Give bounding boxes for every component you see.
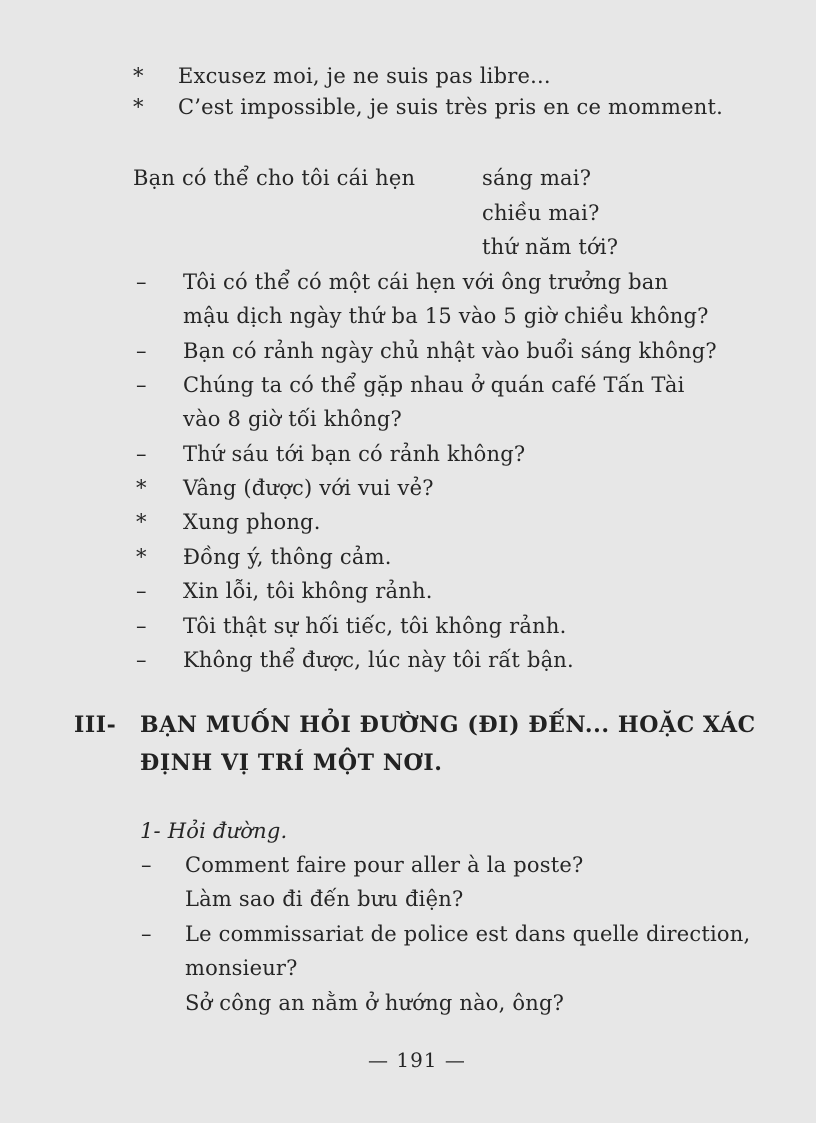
section-number: III- <box>74 712 117 738</box>
bullet-dash: – <box>136 442 147 466</box>
phrase-line: vào 8 giờ tối không? <box>183 407 403 431</box>
phrase-line: Xin lỗi, tôi không rảnh. <box>183 579 433 603</box>
subsection-title: 1- Hỏi đường. <box>140 819 288 843</box>
phrase-line: Sở công an nằm ở hướng nào, ông? <box>185 991 565 1015</box>
bullet-asterisk: * <box>133 95 144 119</box>
bullet-asterisk: * <box>136 510 147 534</box>
phrase-line: Xung phong. <box>183 510 321 534</box>
section-title-line: ĐỊNH VỊ TRÍ MỘT NƠI. <box>140 750 443 776</box>
bullet-asterisk: * <box>136 476 147 500</box>
bullet-dash: – <box>136 270 147 294</box>
bullet-dash: – <box>136 339 147 363</box>
bullet-dash: – <box>136 614 147 638</box>
appointment-option: thứ năm tới? <box>482 235 619 259</box>
phrase-line: Bạn có rảnh ngày chủ nhật vào buổi sáng không? <box>183 339 717 363</box>
section-title-line: BẠN MUỐN HỎI ĐƯỜNG (ĐI) ĐẾN... HOẶC XÁC <box>140 712 756 738</box>
french-response-line: Excusez moi, je ne suis pas libre... <box>178 64 551 88</box>
appointment-option: chiều mai? <box>482 201 600 225</box>
phrase-line: mậu dịch ngày thứ ba 15 vào 5 giờ chiều không? <box>183 304 709 328</box>
phrase-line: Thứ sáu tới bạn có rảnh không? <box>183 442 526 466</box>
french-response-line: C’est impossible, je suis très pris en ce momment. <box>178 95 724 119</box>
phrase-line: Làm sao đi đến bưu điện? <box>185 887 464 911</box>
phrase-line: Comment faire pour aller à la poste? <box>185 853 584 877</box>
phrase-line: Tôi thật sự hối tiếc, tôi không rảnh. <box>183 614 567 638</box>
appointment-lead: Bạn có thể cho tôi cái hẹn <box>133 166 416 190</box>
bullet-dash: – <box>136 579 147 603</box>
bullet-dash: – <box>141 922 152 946</box>
bullet-asterisk: * <box>136 545 147 569</box>
bullet-dash: – <box>136 648 147 672</box>
phrase-line: Không thể được, lúc này tôi rất bận. <box>183 648 574 672</box>
bullet-dash: – <box>136 373 147 397</box>
page-number: — 191 — <box>368 1048 466 1072</box>
appointment-option: sáng mai? <box>482 166 592 190</box>
phrase-line: Đồng ý, thông cảm. <box>183 545 392 569</box>
phrase-line: Chúng ta có thể gặp nhau ở quán café Tấn Tài <box>183 373 685 397</box>
phrase-line: Le commissariat de police est dans quelle direction, <box>185 922 751 946</box>
phrase-line: Tôi có thể có một cái hẹn với ông trưởng ban <box>183 270 669 294</box>
phrase-line: Vâng (được) với vui vẻ? <box>183 476 434 500</box>
bullet-dash: – <box>141 853 152 877</box>
phrase-line: monsieur? <box>185 956 298 980</box>
bullet-asterisk: * <box>133 64 144 88</box>
